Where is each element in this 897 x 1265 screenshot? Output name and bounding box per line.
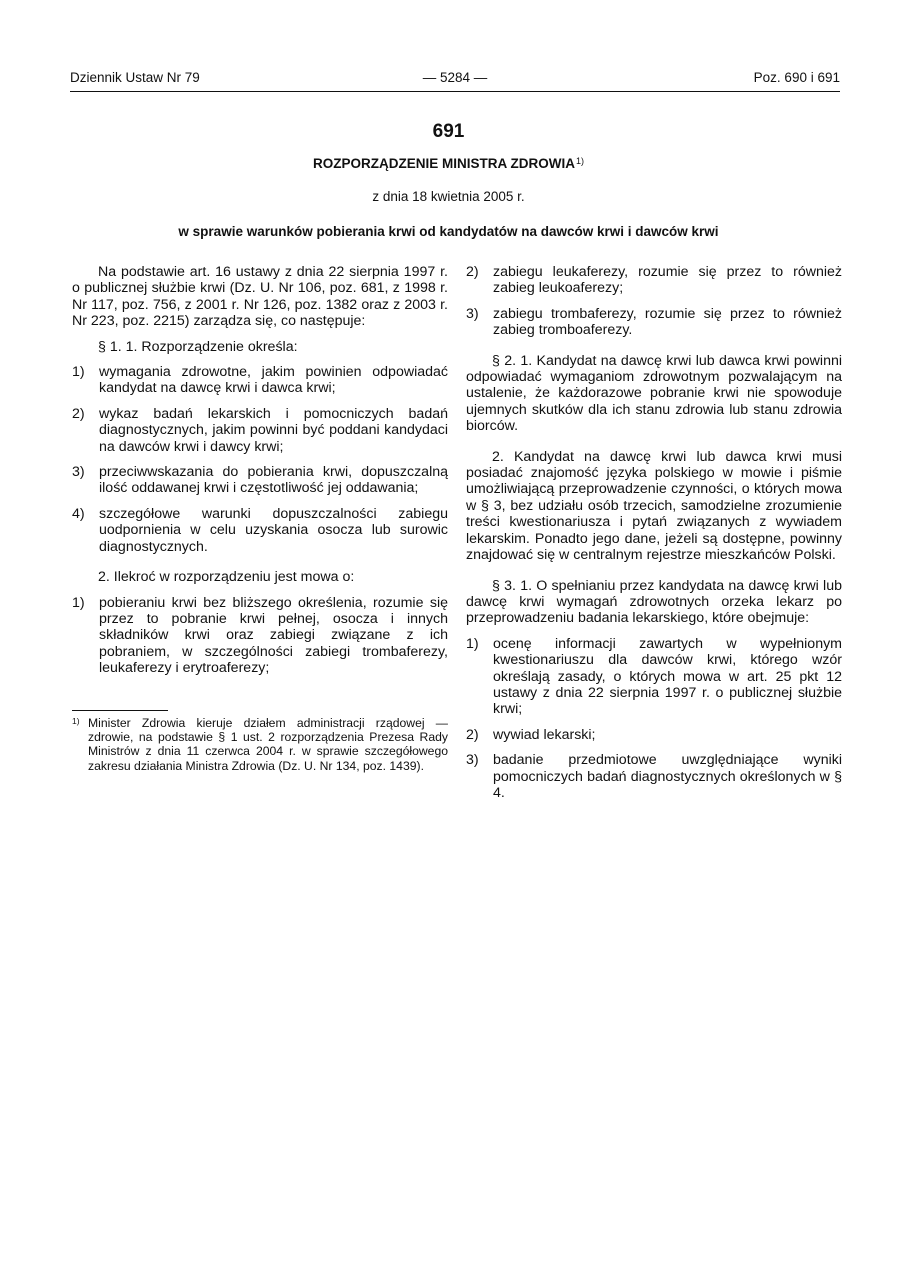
- section-1-heading: § 1. 1. Rozporządzenie określa:: [98, 338, 298, 355]
- list-item: 2) wywiad lekarski;: [466, 726, 596, 743]
- list-item: 3) przeciwwskazania do pobierania krwi, dopuszczalną ilość oddawanej krwi i częstotliwość jej oddawania;: [72, 464, 448, 497]
- act-date: z dnia 18 kwietnia 2005 r.: [372, 189, 525, 204]
- page-header: [70, 70, 840, 88]
- section-2-1-paragraph: § 2. 1. Kandydat na dawcę krwi lub dawca krwi powinni odpowiadać wymaganiom zdrowotnym pozwalającym na ustalenie, że każdorazowe pobranie krwi nie spowoduje ujemnych skutków dla ich stanu zdrowia lub stanu zdrowia biorców.: [466, 352, 842, 435]
- act-title: [0, 156, 897, 171]
- list-item: 2) wykaz badań lekarskich i pomocniczych badań diagnostycznych, jakim powinni być poddani kandydaci na dawców krwi i dawcy krwi;: [72, 405, 448, 455]
- act-number: 691: [432, 121, 465, 142]
- footnote-divider: [72, 710, 168, 711]
- section-1-2-heading: 2. Ilekroć w rozporządzeniu jest mowa o:: [98, 569, 355, 586]
- footnote: [72, 716, 448, 773]
- list-item: 1) ocenę informacji zawartych w wypełnionym kwestionariuszu dla dawców krwi, którego wzór określają zasady, o których mowa w art. 25 pkt 12 ustawy z dnia 22 sierpnia 1997 r. o publicznej służbie krwi;: [466, 635, 842, 718]
- act-subject: w sprawie warunków pobierania krwi od kandydatów na dawców krwi i dawców krwi: [178, 224, 719, 239]
- section-2-2-paragraph: 2. Kandydat na dawcę krwi lub dawca krwi musi posiadać znajomość języka polskiego w mowie i piśmie umożliwiającą przeprowadzenie czynności, o których mowa w § 3, bez udziału osób trzecich, samodzielne zrozumienie treści kwestionariusza i pytań związanych z wywiadem lekarskim. Ponadto jego dane, jeżeli są dostępne, powinny znajdować się w centralnym rejestrze mieszkańców Polski.: [466, 448, 842, 564]
- list-item: 3) zabiegu trombaferezy, rozumie się przez to również zabieg tromboaferezy.: [466, 305, 842, 339]
- header-divider: [70, 91, 840, 92]
- right-column: [466, 264, 842, 810]
- footnote-mark: 1): [72, 716, 80, 726]
- list-item: 2) zabiegu leukaferezy, rozumie się przez to również zabieg leukoaferezy;: [466, 264, 842, 297]
- footnote-reference: 1): [575, 156, 584, 166]
- page-number: — 5284 —: [422, 70, 488, 85]
- list-item: 1) wymagania zdrowotne, jakim powinien odpowiadać kandydat na dawcę krwi i dawca krwi;: [72, 364, 448, 397]
- legal-basis-paragraph: Na podstawie art. 16 ustawy z dnia 22 sierpnia 1997 r. o publicznej służbie krwi (Dz. U. Nr 106, poz. 681, z 1998 r. Nr 117, poz. 756, z 2001 r. Nr 126, poz. 1382 oraz z 2003 r. Nr 223, poz. 2215) zarządza się, co następuje:: [72, 264, 448, 330]
- position-reference: Poz. 690 i 691: [753, 70, 840, 85]
- section-3-1-paragraph: § 3. 1. O spełnianiu przez kandydata na dawcę krwi lub dawcę krwi wymagań zdrowotnych orzeka lekarz po przeprowadzeniu badania lekarskiego, które obejmuje:: [466, 577, 842, 627]
- footnote-text: Minister Zdrowia kieruje działem administracji rządowej — zdrowie, na podstawie § 1 ust. 2 rozporządzenia Prezesa Rady Ministrów z dnia 11 czerwca 2004 r. w sprawie szczegółowego zakresu działania Ministra Zdrowia (Dz. U. Nr 134, poz. 1439).: [88, 716, 448, 773]
- list-item: 4) szczegółowe warunki dopuszczalności zabiegu uodpornienia w celu uzyskania osocza lub surowic diagnostycznych.: [72, 505, 448, 555]
- list-item: 1) pobieraniu krwi bez bliższego określenia, rozumie się przez to pobranie krwi pełnej, osocza i innych składników krwi oraz zabiegi związane z ich pobraniem, w szczególności zabiegi trombaferezy, leukaferezy i erytroaferezy;: [72, 594, 448, 677]
- act-title-text: ROZPORZĄDZENIE MINISTRA ZDROWIA: [313, 156, 575, 171]
- list-item: 3) badanie przedmiotowe uwzględniające wyniki pomocniczych badań diagnostycznych określonych w § 4.: [466, 752, 842, 801]
- journal-name: Dziennik Ustaw Nr 79: [70, 70, 200, 85]
- left-column: [72, 264, 448, 686]
